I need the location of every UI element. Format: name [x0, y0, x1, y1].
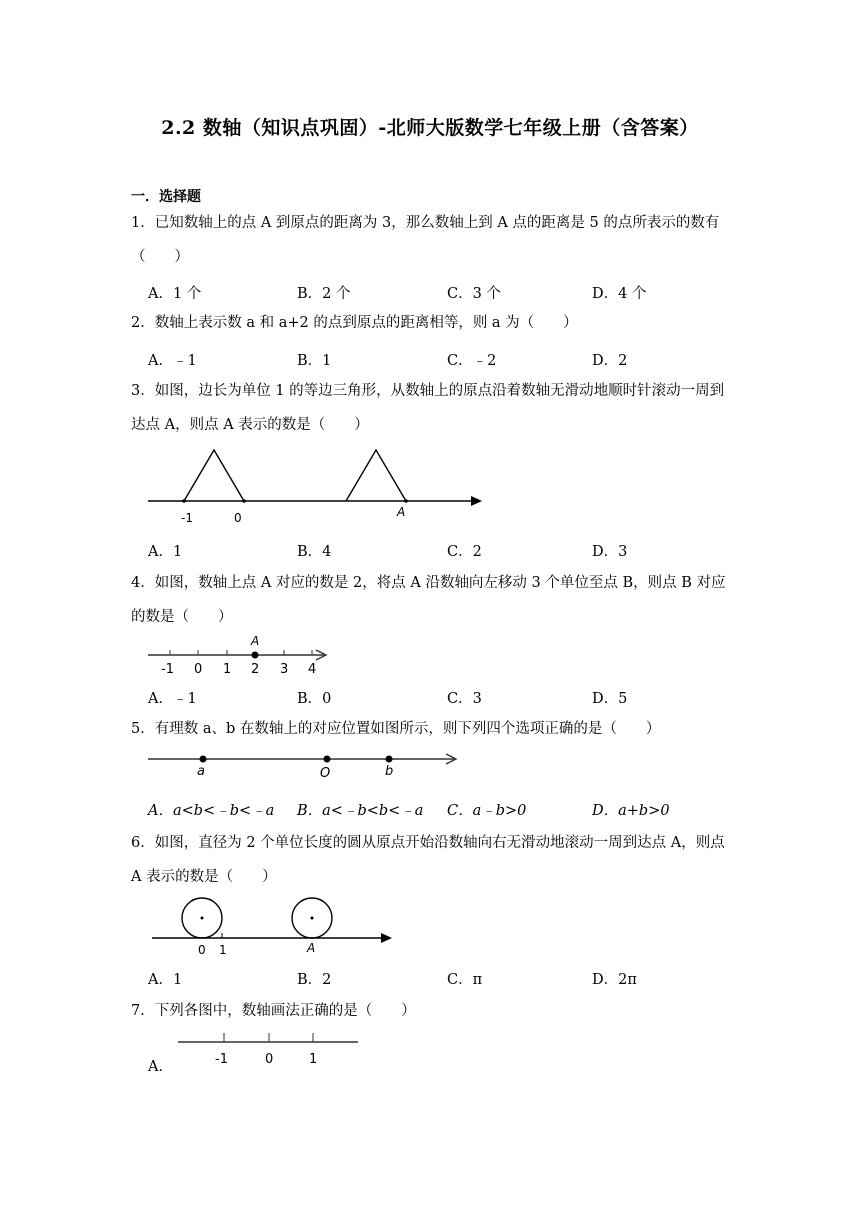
q6-label-a: A	[307, 941, 316, 955]
q2-option-a: A．﹣1	[148, 353, 197, 369]
question-2-stem: 2．数轴上表示数 a 和 a+2 的点到原点的距离相等，则 a 为（ ）	[131, 315, 578, 331]
q6-label-1: 1	[219, 943, 227, 957]
q4-number-line-figure	[148, 632, 338, 682]
q1-option-a: A．1 个	[148, 286, 202, 302]
q7-tick-minus1: -1	[215, 1052, 228, 1067]
point-b	[386, 756, 393, 763]
arrow-icon	[471, 496, 482, 506]
q4-option-b: B．0	[297, 691, 332, 707]
q7-tick-1: 1	[309, 1052, 318, 1067]
q3-label-0: 0	[234, 511, 242, 525]
q4-tick-2: 2	[251, 662, 260, 677]
q5-label-a: a	[197, 764, 205, 779]
point-a	[252, 652, 259, 659]
q6-option-b: B．2	[297, 972, 332, 988]
question-5-stem: 5．有理数 a、b 在数轴上的对应位置如图所示，则下列四个选项正确的是（ ）	[131, 721, 661, 737]
q6-label-0: 0	[198, 943, 206, 957]
section-heading: 一．选择题	[131, 189, 201, 205]
q5-number-line-figure	[148, 748, 468, 784]
q4-tick-3: 3	[280, 662, 289, 677]
q4-option-c: C．3	[447, 691, 482, 707]
point-origin	[324, 756, 331, 763]
q2-option-c: C．﹣2	[447, 353, 497, 369]
point-a	[200, 756, 207, 763]
question-3-stem: 3．如图，边长为单位 1 的等边三角形，从数轴上的原点沿着数轴无滑动地顺时针滚动一周到达点 A，则点 A 表示的数是（ ）	[131, 383, 725, 433]
q6-option-d: D．2π	[592, 972, 637, 988]
q5-option-a: A．a<b<﹣b<﹣a	[148, 803, 275, 819]
q4-tick-1: 1	[223, 662, 232, 677]
q4-option-d: D．5	[592, 691, 628, 707]
q6-circle-figure	[148, 896, 408, 960]
q7-option-a: A．	[148, 1059, 173, 1075]
q3-option-b: B．4	[297, 544, 332, 560]
q4-tick-4: 4	[308, 662, 317, 677]
q3-option-d: D．3	[592, 544, 628, 560]
triangle-right	[346, 450, 406, 501]
q4-tick-minus1: -1	[161, 662, 174, 677]
question-6-stem: 6．如图，直径为 2 个单位长度的圆从原点开始沿数轴向右无滑动地滚动一周到达点 A，则点 A 表示的数是（ ）	[131, 835, 725, 885]
q2-option-b: B．1	[297, 353, 332, 369]
page-title: 2.2 数轴（知识点巩固）-北师大版数学七年级上册（含答案）	[161, 117, 699, 139]
q1-option-b: B．2 个	[297, 286, 351, 302]
question-4-stem: 4．如图，数轴上点 A 对应的数是 2，将点 A 沿数轴向左移动 3 个单位至点 B，则点 B 对应的数是（ ）	[131, 575, 726, 625]
question-7-stem: 7．下列各图中，数轴画法正确的是（ ）	[131, 1003, 416, 1019]
q7-tick-0: 0	[265, 1052, 274, 1067]
q4-tick-0: 0	[194, 662, 203, 677]
q3-label-minus1: -1	[181, 511, 193, 525]
q3-option-c: C．2	[447, 544, 482, 560]
triangle-left	[184, 450, 244, 501]
q5-label-b: b	[385, 764, 394, 779]
q4-label-a: A	[251, 634, 260, 648]
q1-option-d: D．4 个	[592, 286, 647, 302]
q7-option-a-figure	[176, 1030, 366, 1070]
q6-option-c: C．π	[447, 972, 483, 988]
q5-option-d: D．a+b>0	[592, 803, 670, 819]
q4-option-a: A．﹣1	[148, 691, 197, 707]
arrow-icon	[381, 933, 392, 943]
q6-option-a: A．1	[148, 972, 183, 988]
q3-triangle-figure	[148, 444, 488, 524]
q5-label-o: O	[320, 766, 331, 781]
q1-option-c: C．3 个	[447, 286, 501, 302]
q5-option-c: C．a﹣b>0	[447, 803, 527, 819]
q2-option-d: D．2	[592, 353, 628, 369]
q3-label-a: A	[397, 505, 406, 519]
question-1-stem: 1．已知数轴上的点 A 到原点的距离为 3，那么数轴上到 A 点的距离是 5 的点所表示的数有（ ）	[131, 215, 720, 265]
q3-option-a: A．1	[148, 544, 183, 560]
q5-option-b: B．a<﹣b<b<﹣a	[297, 803, 424, 819]
